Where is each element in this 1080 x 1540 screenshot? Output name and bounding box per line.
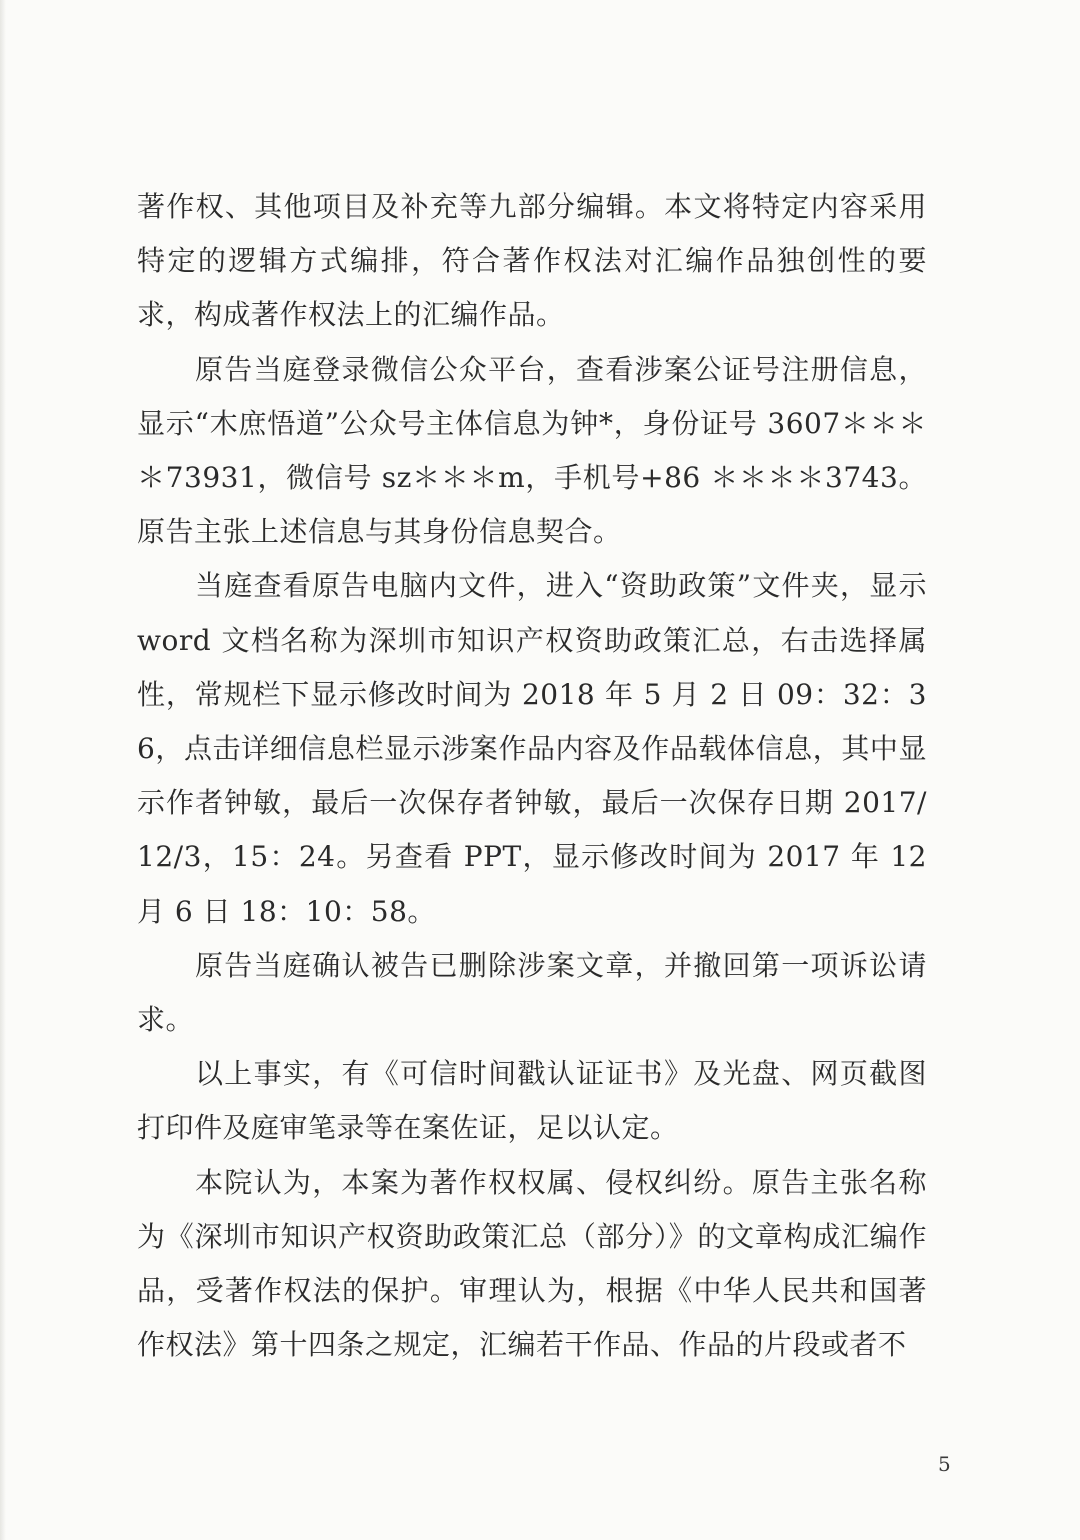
paragraph-6: 本院认为，本案为著作权权属、侵权纠纷。原告主张名称为《深圳市知识产权资助政策汇总（部分）》的文章构成汇编作品，受著作权法的保护。审理认为，根据《中华人民共和国著作权法》第十四条之规定，汇编若干作品、作品的片段或者不 xyxy=(137,1165,927,1362)
paragraph-1: 著作权、其他项目及补充等九部分编辑。本文将特定内容采用特定的逻辑方式编排，符合著作权法对汇编作品独创性的要求，构成著作权法上的汇编作品。 xyxy=(137,190,927,332)
page-number: 5 xyxy=(938,1452,951,1476)
document-body xyxy=(137,180,927,1372)
paragraph-3: 当庭查看原告电脑内文件，进入“资助政策”文件夹，显示 word 文档名称为深圳市知识产权资助政策汇总，右击选择属性，常规栏下显示修改时间为 2018 年 5 月 2 日 09：32：36，点击详细信息栏显示涉案作品内容及作品载体信息，其中显示作者钟敏，最后一次保存者钟敏，最后一次保存日期 2017/12/3，15：24。另查看 PPT，显示修改时间为 2017 年 12 月 6 日 18：10：58。 xyxy=(137,569,927,928)
paragraph-2: 原告当庭登录微信公众平台，查看涉案公证号注册信息，显示“木庶悟道”公众号主体信息为钟*，身份证号 3607＊＊＊＊73931，微信号 sz＊＊＊m，手机号+86 ＊＊＊＊3743。原告主张上述信息与其身份信息契合。 xyxy=(137,352,927,549)
paragraph-4: 原告当庭确认被告已删除涉案文章，并撤回第一项诉讼请求。 xyxy=(137,948,927,1037)
scan-edge-shadow xyxy=(0,0,6,1540)
paragraph-5: 以上事实，有《可信时间戳认证证书》及光盘、网页截图打印件及庭审笔录等在案佐证，足以认定。 xyxy=(137,1057,927,1145)
